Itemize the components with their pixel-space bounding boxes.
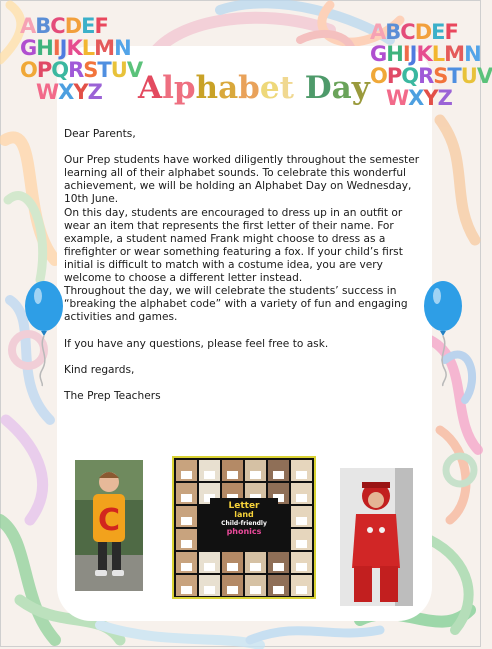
alphabet-letter: Z <box>437 86 452 110</box>
alphabet-letter: A <box>370 20 386 44</box>
closing: Kind regards, <box>64 363 135 376</box>
collage-tile-card <box>296 494 307 502</box>
alphabet-letter: X <box>58 80 74 104</box>
balloon-right-icon <box>421 278 471 388</box>
title-letter: A <box>138 70 163 106</box>
alphabet-letter: Y <box>423 86 438 110</box>
photo-letterland-collage <box>172 456 316 599</box>
collage-logo-line3: Child-friendly <box>221 520 267 527</box>
alphabet-letter: W <box>36 80 59 104</box>
letter-body <box>64 128 426 403</box>
title-letter: a <box>331 70 352 106</box>
alphabet-letter: F <box>444 20 458 44</box>
alphabet-letter: E <box>81 14 95 38</box>
alphabet-letter: B <box>385 20 401 44</box>
alphabet-letter: P <box>36 58 52 82</box>
collage-tile-card <box>273 586 284 594</box>
photo-child-red-costume <box>340 468 413 606</box>
title-letter: b <box>238 70 260 106</box>
title-letter: l <box>162 70 174 106</box>
alphabet-letter: Q <box>51 58 69 82</box>
alphabet-row <box>386 88 452 109</box>
collage-tile-card <box>181 586 192 594</box>
alphabet-row <box>370 66 492 87</box>
alphabet-letter: T <box>447 64 461 88</box>
collage-tile-card <box>181 540 192 548</box>
collage-logo-line1: Letter <box>228 501 260 511</box>
alphabet-letter: S <box>433 64 448 88</box>
alphabet-graphic-left <box>20 14 143 126</box>
collage-tile-card <box>227 563 238 571</box>
paragraph-celebration: Throughout the day, we will celebrate the students’ success in “breaking the alphabet code” with a variety of fun and engaging activities and games. <box>64 285 408 324</box>
alphabet-letter: A <box>20 14 36 38</box>
alphabet-letter: U <box>460 64 477 88</box>
alphabet-letter: F <box>94 14 108 38</box>
alphabet-row <box>370 44 481 65</box>
alphabet-graphic-right <box>370 20 492 132</box>
collage-tile-card <box>181 517 192 525</box>
alphabet-row <box>370 22 458 43</box>
alphabet-letter: C <box>50 14 65 38</box>
title-letter: p <box>173 70 196 106</box>
shirt-letter: C <box>97 503 121 538</box>
alphabet-letter: K <box>66 36 82 60</box>
collage-tile-card <box>296 540 307 548</box>
collage-tile-card <box>250 563 261 571</box>
alphabet-letter: S <box>83 58 98 82</box>
photo-child-letter-c <box>75 460 143 591</box>
alphabet-letter: W <box>386 86 409 110</box>
alphabet-letter: E <box>431 20 445 44</box>
alphabet-letter: N <box>114 36 131 60</box>
collage-tile-card <box>227 586 238 594</box>
alphabet-letter: X <box>408 86 424 110</box>
alphabet-letter: T <box>97 58 111 82</box>
alphabet-letter: J <box>409 42 417 66</box>
alphabet-letter: R <box>418 64 434 88</box>
alphabet-letter: U <box>110 58 127 82</box>
title-letter: y <box>351 70 370 106</box>
collage-tile-card <box>181 494 192 502</box>
signature: The Prep Teachers <box>64 389 161 402</box>
title-letter: h <box>195 70 219 106</box>
alphabet-letter: O <box>370 64 387 88</box>
alphabet-letter: V <box>126 58 143 82</box>
alphabet-letter: N <box>464 42 481 66</box>
greeting: Dear Parents, <box>64 128 136 140</box>
title-letter: a <box>218 70 239 106</box>
alphabet-letter: O <box>20 58 37 82</box>
alphabet-letter: D <box>414 20 432 44</box>
alphabet-letter: Y <box>73 80 88 104</box>
collage-tile-card <box>250 471 261 479</box>
collage-logo-line4: phonics <box>226 527 262 536</box>
collage-tile-card <box>204 586 215 594</box>
alphabet-letter: H <box>386 42 403 66</box>
alphabet-letter: K <box>416 42 432 66</box>
title-letter <box>294 70 305 106</box>
alphabet-letter: Z <box>87 80 102 104</box>
title-letter: t <box>279 70 294 106</box>
page-title <box>138 66 368 110</box>
alphabet-letter: P <box>386 64 402 88</box>
collage-tile-card <box>273 471 284 479</box>
collage-tile-card <box>181 563 192 571</box>
alphabet-letter: D <box>64 14 82 38</box>
alphabet-letter: I <box>402 42 410 66</box>
alphabet-letter: I <box>52 36 60 60</box>
alphabet-letter: H <box>36 36 53 60</box>
collage-tile-card <box>296 563 307 571</box>
alphabet-letter: G <box>20 36 37 60</box>
collage-tile-card <box>296 517 307 525</box>
alphabet-letter: J <box>59 36 67 60</box>
alphabet-letter: R <box>68 58 84 82</box>
alphabet-row <box>20 38 131 59</box>
title-letter: e <box>259 70 280 106</box>
paragraph-dress-up: On this day, students are encouraged to dress up in an outfit or wear an item that represents the first letter of their name. For example, a student named Frank might choose to dress as a firefighter or wear something featuring a fox. If your child’s first initial is difficult to match with a costume idea, you are very welcome to choose a different letter instead. <box>64 206 403 285</box>
paragraph-questions: If you have any questions, please feel free to ask. <box>64 337 329 350</box>
collage-tile-card <box>273 563 284 571</box>
alphabet-letter: L <box>81 36 95 60</box>
alphabet-letter: Q <box>401 64 419 88</box>
alphabet-letter: M <box>94 36 115 60</box>
alphabet-row <box>20 16 108 37</box>
collage-tile-card <box>204 471 215 479</box>
collage-tile-card <box>296 471 307 479</box>
title-letter: D <box>304 70 332 106</box>
collage-tile-card <box>250 586 261 594</box>
alphabet-letter: L <box>431 42 445 66</box>
alphabet-row <box>36 82 102 103</box>
collage-tile-card <box>296 586 307 594</box>
alphabet-letter: M <box>444 42 465 66</box>
paragraph-intro: Our Prep students have worked diligently throughout the semester learning all of their alphabet sounds. To celebrate this wonderful achievement, we will be holding an Alphabet Day on Wednesday, 10th June. <box>64 154 420 206</box>
alphabet-letter: V <box>476 64 492 88</box>
collage-tile-card <box>227 471 238 479</box>
collage-logo-line2: land <box>234 510 254 519</box>
alphabet-letter: C <box>400 20 415 44</box>
alphabet-letter: B <box>35 14 51 38</box>
collage-tile-card <box>204 563 215 571</box>
alphabet-row <box>20 60 142 81</box>
collage-tile-card <box>181 471 192 479</box>
alphabet-letter: G <box>370 42 387 66</box>
